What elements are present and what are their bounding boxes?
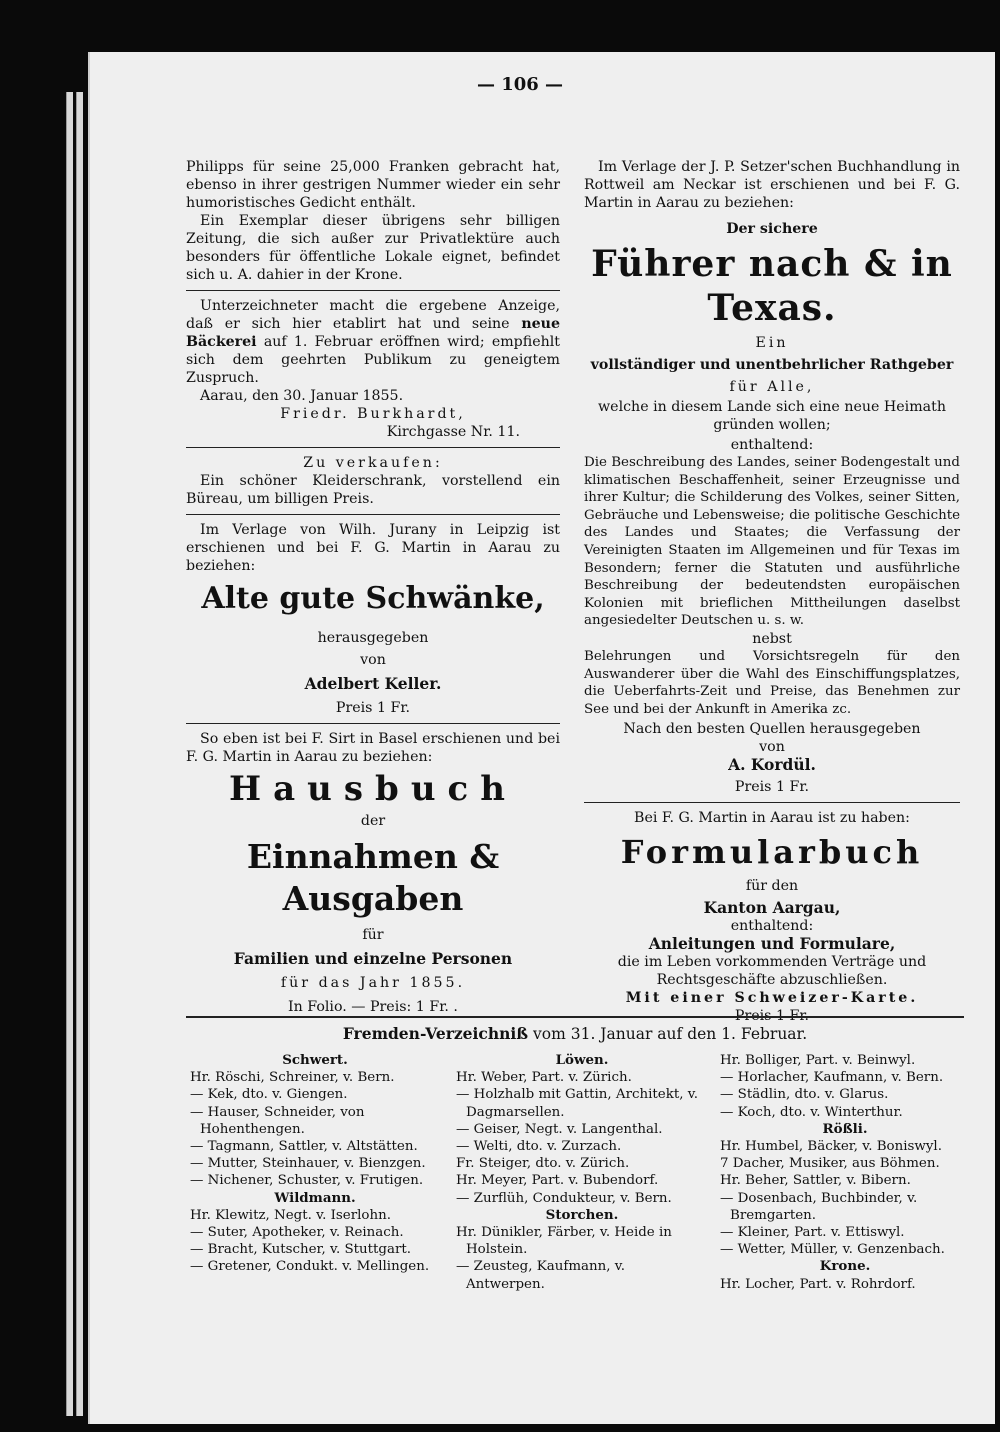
hotel-name: Wildmann. xyxy=(274,1189,356,1206)
hotel-name: Rößli. xyxy=(822,1120,868,1137)
ad-text: von xyxy=(759,739,785,756)
ad-text: Ein schöner Kleiderschrank, vorstellend ein Büreau, um billigen Preis. xyxy=(186,473,560,507)
guest-entry: Fr. Steiger, dto. v. Zürich. xyxy=(456,1156,630,1172)
ad-body: Belehrungen und Vorsichtsregeln für den Auswanderer über die Wahl des Einschiffungsplatzes, die Ueberfahrts-Zeit und Preise, das Benehmen zur See und bei der Ankunft in Amerika zc. xyxy=(584,648,960,717)
guest-entry: Hr. Humbel, Bäcker, v. Boniswyl. xyxy=(720,1139,942,1155)
ad-intro: Bei F. G. Martin in Aarau ist zu haben: xyxy=(634,810,910,827)
ad-text: enthaltend: xyxy=(730,918,814,935)
divider xyxy=(186,723,560,724)
fremden-verzeichnis-title xyxy=(186,1024,964,1043)
guest-entry: Hr. Klewitz, Negt. v. Iserlohn. xyxy=(190,1207,391,1223)
guest-entry: — Bracht, Kutscher, v. Stuttgart. xyxy=(190,1242,411,1258)
ad-text: Unterzeichneter macht die ergebene Anzeige, daß er sich hier etablirt hat und seine xyxy=(186,298,560,332)
guest-list-col-3 xyxy=(720,1052,970,1293)
ad-text: Nach den besten Quellen herausgegeben xyxy=(623,721,921,738)
divider xyxy=(186,447,560,448)
ad-intro: So eben ist bei F. Sirt in Basel erschienen und bei F. G. Martin in Aarau zu beziehen: xyxy=(186,731,560,765)
divider xyxy=(186,514,560,515)
section-date: vom 31. Januar auf den 1. Februar. xyxy=(533,1025,808,1043)
price: In Folio. — Preis: 1 Fr. . xyxy=(288,999,458,1015)
ad-text: Kanton Aargau, xyxy=(703,898,841,918)
guest-entry: — Gretener, Condukt. v. Mellingen. xyxy=(190,1259,430,1275)
book-title: Einnahmen & Ausgaben xyxy=(246,837,500,918)
ad-text: welche in diesem Lande sich eine neue Heimath gründen wollen; xyxy=(598,399,946,433)
ad-text: Ein xyxy=(755,335,789,351)
book-subtitle: Anleitungen und Formulare, xyxy=(648,934,896,954)
price: Preis 1 Fr. xyxy=(335,700,411,716)
ad-signature: Friedr. Burkhardt, xyxy=(280,406,466,422)
page-edge xyxy=(76,92,83,1416)
guest-entry: — Suter, Apotheker, v. Reinach. xyxy=(190,1225,404,1241)
guest-entry: Hr. Weber, Part. v. Zürich. xyxy=(456,1070,632,1086)
hotel-name: Storchen. xyxy=(545,1206,619,1223)
price: Preis 1 Fr. xyxy=(734,1008,810,1025)
hotel-name: Löwen. xyxy=(555,1052,609,1068)
guest-entry: Hr. Beher, Sattler, v. Bibern. xyxy=(720,1173,911,1189)
ad-text: die im Leben vorkommenden Verträge und Rechtsgeschäfte abzuschließen. xyxy=(617,954,927,989)
guest-entry: — Hauser, Schneider, von Hohenthengen. xyxy=(190,1104,365,1137)
ad-baeckerei xyxy=(186,297,560,387)
ad-highlight: neue Bäckerei xyxy=(186,316,561,350)
guest-entry: — Nichener, Schuster, v. Frutigen. xyxy=(190,1173,424,1189)
ad-date: Aarau, den 30. Januar 1855. xyxy=(200,388,404,404)
guest-entry: — Wetter, Müller, v. Genzenbach. xyxy=(720,1242,945,1258)
page-number: — 106 — xyxy=(476,74,564,95)
guest-entry: — Dosenbach, Buchbinder, v. Bremgarten. xyxy=(720,1190,918,1223)
ad-text: für Alle, xyxy=(729,379,815,395)
ad-text: herausgegeben xyxy=(317,630,429,646)
ad-text: enthaltend: xyxy=(730,437,814,453)
guest-entry: — Zurflüh, Condukteur, v. Bern. xyxy=(456,1190,672,1206)
book-author: A. Kordül. xyxy=(728,755,816,775)
book-author: Adelbert Keller. xyxy=(304,674,442,693)
guest-entry: — Welti, dto. v. Zurzach. xyxy=(456,1139,622,1155)
guest-entry: — Mutter, Steinhauer, v. Bienzgen. xyxy=(190,1156,426,1172)
ad-text: nebst xyxy=(752,630,792,647)
ad-text: für den xyxy=(745,878,799,895)
book-title: Alte gute Schwänke, xyxy=(201,581,545,616)
ad-text: Der sichere xyxy=(726,221,818,237)
book-title: Führer nach & in Texas. xyxy=(591,243,953,329)
ad-text: von xyxy=(360,652,386,668)
hotel-name: Schwert. xyxy=(282,1052,348,1068)
divider xyxy=(186,290,560,291)
book-title: Formularbuch xyxy=(620,833,924,872)
ad-text: der xyxy=(360,813,386,829)
book-title: Hausbuch xyxy=(229,769,517,809)
ad-title: Zu verkaufen: xyxy=(303,455,443,471)
ad-text: für das Jahr 1855. xyxy=(280,975,466,991)
guest-list-col-2 xyxy=(456,1052,708,1293)
ad-intro: Im Verlage von Wilh. Jurany in Leipzig ist erschienen und bei F. G. Martin in Aarau zu beziehen: xyxy=(186,522,560,574)
guest-entry: — Kek, dto. v. Giengen. xyxy=(190,1087,348,1103)
guest-entry: — Geiser, Negt. v. Langenthal. xyxy=(456,1121,663,1137)
guest-entry: Hr. Röschi, Schreiner, v. Bern. xyxy=(190,1070,395,1086)
guest-entry: Hr. Bolliger, Part. v. Beinwyl. xyxy=(720,1053,916,1068)
ad-intro: Im Verlage der J. P. Setzer'schen Buchhandlung in Rottweil am Neckar ist erschienen und bei F. G. Martin in Aarau zu beziehen: xyxy=(584,159,960,211)
hotel-name: Krone. xyxy=(819,1258,871,1275)
divider xyxy=(584,802,960,803)
guest-entry: — Kleiner, Part. v. Ettiswyl. xyxy=(720,1225,905,1241)
ad-text: auf 1. Februar eröffnen wird; empfiehlt sich dem geehrten Publikum zu geneigtem Zuspruch. xyxy=(186,334,560,386)
paragraph: Philipps für seine 25,000 Franken gebracht hat, ebenso in ihrer gestrigen Nummer wieder ein sehr humoristisches Gedicht enthält. xyxy=(186,159,560,211)
ad-text: für xyxy=(362,927,384,943)
guest-entry: — Tagmann, Sattler, v. Altstätten. xyxy=(190,1139,418,1155)
price: Preis 1 Fr. xyxy=(734,779,810,796)
guest-entry: — Koch, dto. v. Winterthur. xyxy=(720,1104,903,1120)
guest-list-col-1 xyxy=(190,1052,440,1276)
guest-entry: — Horlacher, Kaufmann, v. Bern. xyxy=(720,1070,944,1086)
guest-entry: Hr. Meyer, Part. v. Bubendorf. xyxy=(456,1173,659,1189)
divider xyxy=(186,1016,964,1018)
ad-body: Die Beschreibung des Landes, seiner Bodengestalt und klimatischen Beschaffenheit, seiner Erzeugnisse und ihrer Kultur; die Schilderung des Volkes, seiner Sitten, Gebräuche und Lebensweise; die politische Geschichte des Landes und Staates; die Verfassung der Vereinigten Staaten im Allgemeinen und für Texas im Besondern; ferner die Statuten und ausführliche Beschreibung der bedeutendsten europäischen Kolonien mit brieflichen Mittheilungen daselbst angesiedelter Deutschen u. s. w. xyxy=(584,455,961,629)
guest-entry: — Zeusteg, Kaufmann, v. Antwerpen. xyxy=(456,1259,626,1292)
page-edge xyxy=(66,92,73,1416)
guest-entry: — Städlin, dto. v. Glarus. xyxy=(720,1087,889,1103)
left-column xyxy=(186,158,560,1016)
guest-entry: Hr. Locher, Part. v. Rohrdorf. xyxy=(720,1276,916,1292)
guest-entry: 7 Dacher, Musiker, aus Böhmen. xyxy=(720,1156,940,1172)
ad-address: Kirchgasse Nr. 11. xyxy=(386,424,520,440)
section-title: Fremden-Verzeichniß xyxy=(342,1024,529,1043)
ad-text: Mit einer Schweizer-Karte. xyxy=(625,990,919,1007)
book-subtitle: Familien und einzelne Personen xyxy=(233,949,513,968)
guest-entry: — Holzhalb mit Gattin, Architekt, v. Dagmarsellen. xyxy=(456,1087,698,1120)
paragraph: Ein Exemplar dieser übrigens sehr billigen Zeitung, die sich außer zur Privatlektüre auch besonders für öffentliche Lokale eignet, befindet sich u. A. dahier in der Krone. xyxy=(186,213,560,283)
guest-entry: Hr. Dünikler, Färber, v. Heide in Holstein. xyxy=(456,1225,672,1258)
book-subtitle: vollständiger und unentbehrlicher Rathgeber xyxy=(590,357,954,373)
right-column xyxy=(584,158,960,1025)
